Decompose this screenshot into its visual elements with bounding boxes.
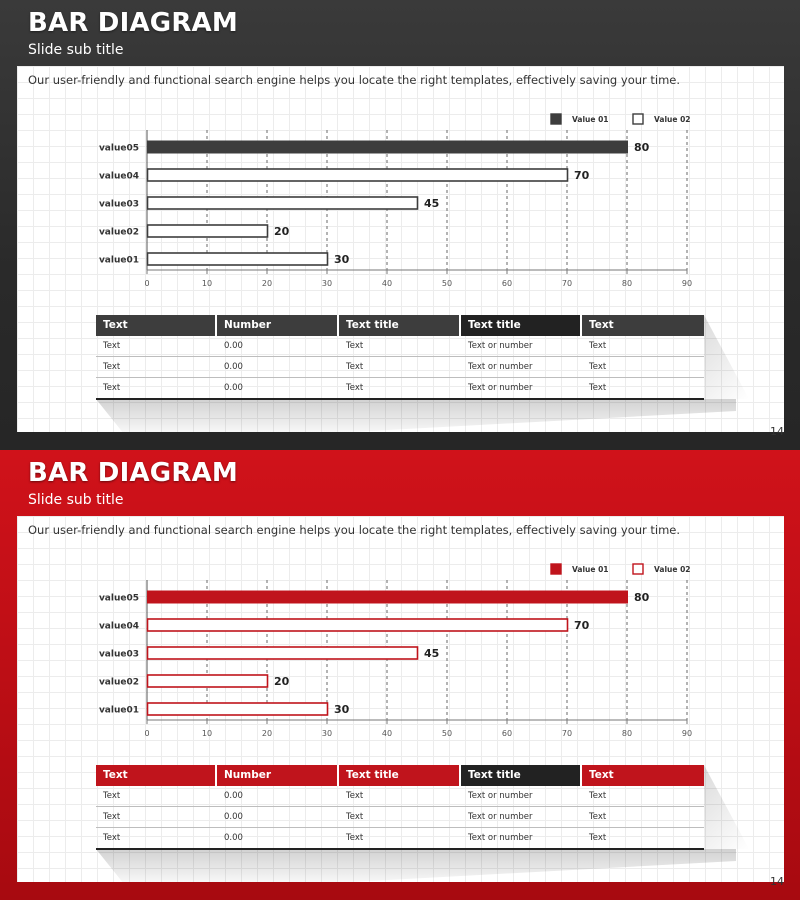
table-header-cell: Text [582,765,704,786]
category-label: value02 [98,677,139,688]
table-cell: Text [346,833,364,843]
data-label: 70 [574,619,590,632]
table-row [96,828,704,850]
table-header-cell: Number [217,765,339,786]
data-label: 45 [424,197,440,210]
data-label: 45 [424,647,440,660]
data-label: 80 [634,591,650,604]
x-tick-label: 80 [621,729,633,738]
x-tick-label: 0 [144,729,150,738]
category-label: value05 [98,593,139,604]
table-shadow [96,849,736,882]
slide-title: BAR DIAGRAM [28,458,238,488]
table-shadow [96,399,736,432]
table-cell: Text [346,383,364,393]
slide-title: BAR DIAGRAM [28,8,238,38]
category-label: value01 [98,255,139,266]
content-panel [17,516,784,882]
table-cell: Text [589,791,607,801]
table-cell: Text or number [468,791,533,801]
table-cell: Text [589,341,607,351]
bar-chart [17,66,784,306]
bar-value01 [148,253,328,265]
x-tick-label: 20 [261,729,273,738]
category-label: value04 [98,621,139,632]
bar-value05 [148,591,628,603]
table-header-cell: Text title [461,315,582,336]
table-cell: Text or number [468,833,533,843]
bar-chart [17,516,784,756]
table-row [96,378,704,400]
table-cell: Text [589,833,607,843]
bar-value03 [148,647,418,659]
x-tick-label: 10 [201,279,213,288]
x-tick-label: 70 [561,279,573,288]
description-text: Our user-friendly and functional search engine helps you locate the right templates, effectively saving your time. [28,523,681,537]
category-label: value02 [98,227,139,238]
table-header-row [96,765,704,786]
table-shadow [704,315,749,399]
slide-subtitle: Slide sub title [28,42,124,58]
legend-swatch-outline [633,564,643,574]
bar-value02 [148,225,268,237]
category-label: value01 [98,705,139,716]
data-label: 20 [274,675,290,688]
x-tick-label: 10 [201,729,213,738]
table-header-cell: Text [96,315,217,336]
x-tick-label: 80 [621,279,633,288]
data-label: 20 [274,225,290,238]
table-cell: Text [346,812,364,822]
table-cell: Text [103,812,121,822]
x-tick-label: 70 [561,729,573,738]
slide-red [0,450,800,900]
table-header-cell: Text title [339,765,461,786]
x-tick-label: 60 [501,279,513,288]
x-tick-label: 20 [261,279,273,288]
data-table [96,315,704,399]
table-header-cell: Text [582,315,704,336]
x-tick-label: 30 [321,279,333,288]
table-cell: Text [346,341,364,351]
table-cell: Text [103,383,121,393]
table-cell: Text [589,383,607,393]
bar-value03 [148,197,418,209]
legend-label: Value 01 [572,565,609,574]
category-label: value03 [98,199,139,210]
x-tick-label: 40 [381,729,393,738]
legend-swatch-filled [551,564,561,574]
page-number: 14 [770,425,784,438]
data-label: 80 [634,141,650,154]
table-cell: 0.00 [224,362,243,372]
legend-label: Value 01 [572,115,609,124]
bar-value05 [148,141,628,153]
legend-label: Value 02 [654,565,691,574]
table-cell: Text [589,362,607,372]
slide-subtitle: Slide sub title [28,492,124,508]
legend-swatch-filled [551,114,561,124]
data-label: 70 [574,169,590,182]
x-tick-label: 50 [441,279,453,288]
table-header-row [96,315,704,336]
table-header-cell: Number [217,315,339,336]
table-cell: 0.00 [224,812,243,822]
table-cell: Text [346,791,364,801]
table-cell: Text [103,362,121,372]
table-header-cell: Text title [461,765,582,786]
table-cell: Text [589,812,607,822]
table-cell: Text or number [468,812,533,822]
bar-value04 [148,619,568,631]
table-row [96,336,704,357]
table-cell: Text [346,362,364,372]
table-header-cell: Text [96,765,217,786]
table-cell: 0.00 [224,383,243,393]
bar-value01 [148,703,328,715]
table-cell: 0.00 [224,791,243,801]
table-cell: Text [103,341,121,351]
category-label: value05 [98,143,139,154]
table-cell: Text or number [468,341,533,351]
table-row [96,786,704,807]
x-tick-label: 90 [681,279,693,288]
x-tick-label: 90 [681,729,693,738]
table-cell: Text or number [468,362,533,372]
description-text: Our user-friendly and functional search engine helps you locate the right templates, effectively saving your time. [28,73,681,87]
legend-label: Value 02 [654,115,691,124]
x-tick-label: 0 [144,279,150,288]
category-label: value03 [98,649,139,660]
x-tick-label: 50 [441,729,453,738]
table-row [96,807,704,828]
data-table [96,765,704,849]
page-number: 14 [770,875,784,888]
bar-value04 [148,169,568,181]
table-header-cell: Text title [339,315,461,336]
bar-value02 [148,675,268,687]
table-cell: Text [103,833,121,843]
table-cell: 0.00 [224,833,243,843]
data-label: 30 [334,703,350,716]
table-cell: Text or number [468,383,533,393]
data-label: 30 [334,253,350,266]
category-label: value04 [98,171,139,182]
table-row [96,357,704,378]
table-cell: 0.00 [224,341,243,351]
x-tick-label: 40 [381,279,393,288]
legend-swatch-outline [633,114,643,124]
x-tick-label: 30 [321,729,333,738]
x-tick-label: 60 [501,729,513,738]
table-cell: Text [103,791,121,801]
table-shadow [704,765,749,849]
content-panel [17,66,784,432]
